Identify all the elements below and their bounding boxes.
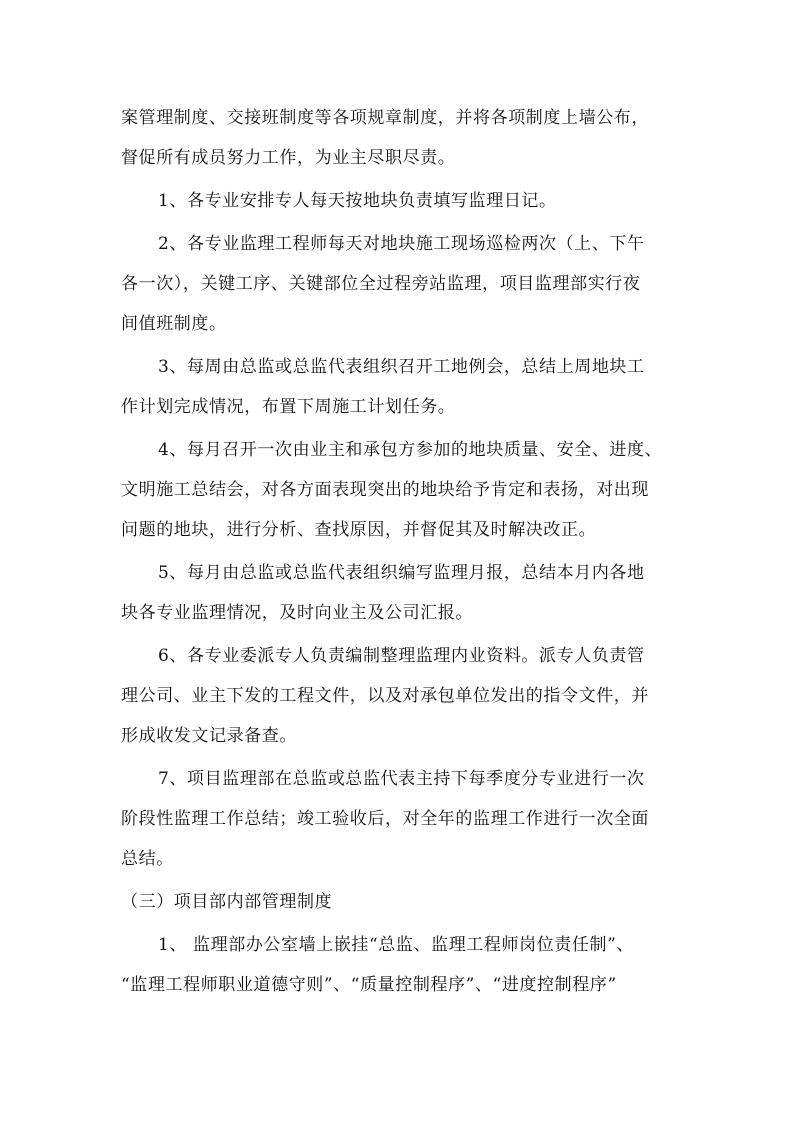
list-item-7-line: 阶段性监理工作总结；竣工验收后，对全年的监理工作进行一次全面 xyxy=(121,809,649,829)
list-item-4: 4、每月召开一次由业主和承包方参加的地块质量、安全、进度、 xyxy=(158,440,663,460)
list-item-6-line: 形成收发文记录备查。 xyxy=(121,726,297,746)
list-item-4-line: 文明施工总结会，对各方面表现突出的地块给予肯定和表扬，对出现 xyxy=(121,480,649,500)
paragraph-continuation-line: 督促所有成员努力工作，为业主尽职尽责。 xyxy=(121,148,456,168)
paragraph-continuation-line: 案管理制度、交接班制度等各项规章制度，并将各项制度上墙公布， xyxy=(121,108,649,128)
list-item-6: 6、各专业委派专人负责编制整理监理内业资料。派专人负责管 xyxy=(158,646,645,666)
list-item-5-line: 块各专业监理情况，及时向业主及公司汇报。 xyxy=(121,603,473,623)
list-item-2: 2、各专业监理工程师每天对地块施工现场巡检两次（上、下午 xyxy=(158,234,645,254)
list-item-3-line: 作计划完成情况，布置下周施工计划任务。 xyxy=(121,397,456,417)
list-item-7: 7、项目监理部在总监或总监代表主持下每季度分专业进行一次 xyxy=(158,769,645,789)
list-item-3: 3、每周由总监或总监代表组织召开工地例会，总结上周地块工 xyxy=(158,357,645,377)
list-item-2-line: 各一次），关键工序、关键部位全过程旁站监理，项目监理部实行夜 xyxy=(121,274,641,294)
list-item-5: 5、每月由总监或总监代表组织编写监理月报，总结本月内各地 xyxy=(158,563,645,583)
list-item-6-line: 理公司、业主下发的工程文件，以及对承包单位发出的指令文件，并 xyxy=(121,686,649,706)
list-item-office-1: 1、 监理部办公室墙上嵌挂“总监、监理工程师岗位责任制”、 xyxy=(158,935,635,955)
list-item-4-line: 问题的地块，进行分析、查找原因，并督促其及时解决改正。 xyxy=(121,520,597,540)
section-heading: （三）项目部内部管理制度 xyxy=(121,892,333,912)
list-item-office-1-line: “监理工程师职业道德守则”、“质量控制程序”、“进度控制程序” xyxy=(121,975,617,995)
list-item-1: 1、各专业安排专人每天按地块负责填写监理日记。 xyxy=(158,191,557,211)
list-item-7-line: 总结。 xyxy=(121,849,174,869)
list-item-2-line: 间值班制度。 xyxy=(121,314,227,334)
